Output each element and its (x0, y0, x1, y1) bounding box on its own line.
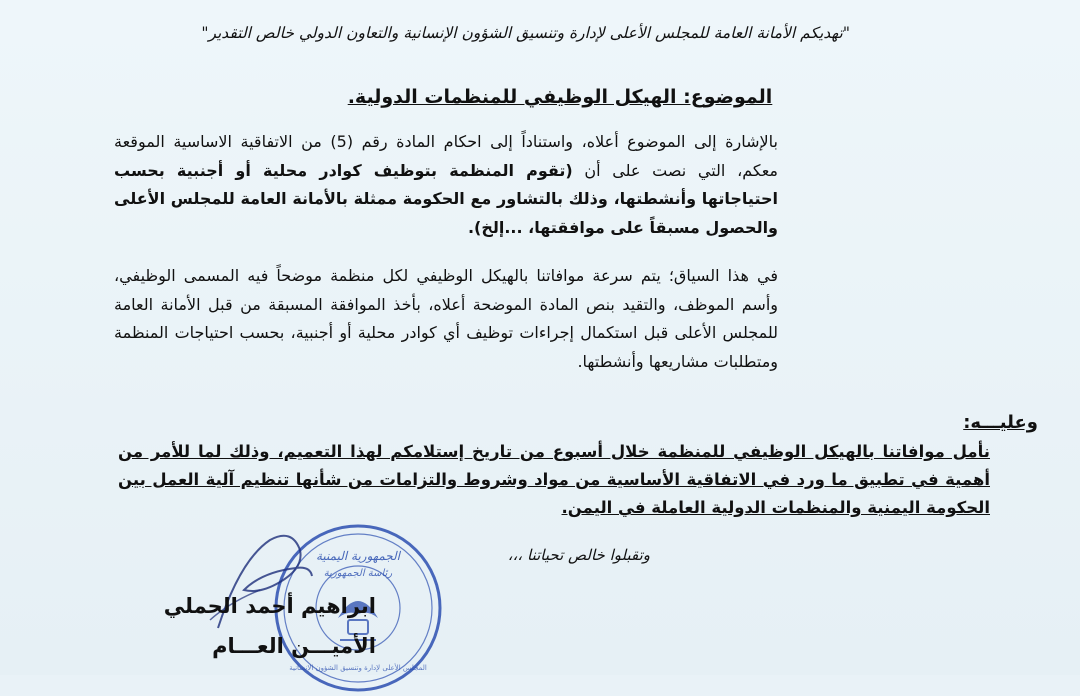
signatory-name: ابراهيم أحمد الحملي (163, 594, 376, 618)
paragraph-1-quote: (تقوم المنظمة بتوظيف كوادر محلية أو أجنبية بحسب احتياجاتها وأنشطتها، وذلك بالتشاور مع الحكومة ممثلة بالأمانة العامة للمجلس الأعلى والحصول مسبقاً على موافقتها، ...إلخ). (114, 160, 778, 237)
handwritten-signature (200, 520, 320, 640)
paragraph-1 (114, 128, 778, 242)
greeting-line: "تهديكم الأمانة العامة للمجلس الأعلى لإدارة وتنسيق الشؤون الإنسانية والتعاون الدولي خالص التقدير" (201, 24, 850, 42)
paragraph-2: في هذا السياق؛ يتم سرعة موافاتنا بالهيكل الوظيفي لكل منظمة موضحاً فيه المسمى الوظيفي، وأسم الموظف، والتقيد بنص المادة الموضحة أعلاه، بأخذ الموافقة المسبقة من قبل الأمانة العامة للمجلس الأعلى قبل استكمال إجراءات توظيف أي كوادر محلية أو أجنبية، بحسب احتياجات المنظمة ومتطلبات مشاريعها وأنشطتها. (114, 266, 778, 371)
paragraph-1-intro: بالإشارة إلى الموضوع أعلاه، واستناداً إلى احكام المادة رقم (5) من الاتفاقية الاساسية الموقعة معكم، التي نصت على أن (114, 132, 779, 180)
stamp-text-ring: المجلس الأعلى لإدارة وتنسيق الشؤون الإنسانية (289, 664, 427, 672)
signatory-title: الأميـــن العـــام (212, 634, 376, 658)
therefore-heading: وعليـــه: (963, 412, 1038, 433)
stamp-text-top: الجمهورية اليمنية (315, 549, 401, 563)
closing-line: وتقبلوا خالص تحياتنا ،،، (507, 546, 650, 564)
stamp-text-line2: رئاسة الجمهورية (323, 568, 393, 579)
subject-heading: الموضوع: الهيكل الوظيفي للمنظمات الدولية. (347, 86, 773, 108)
request-paragraph: نأمل موافاتنا بالهيكل الوظيفي للمنظمة خلال أسبوع من تاريخ إستلامكم لهذا التعميم، وذلك لما للأمر من أهمية في تطبيق ما ورد في الاتفاقية الأساسية من مواد وشروط والتزامات من شأنها تنظيم آلية العمل بين الحكومة اليمنية والمنظمات الدولية العاملة في اليمن. (118, 442, 990, 517)
